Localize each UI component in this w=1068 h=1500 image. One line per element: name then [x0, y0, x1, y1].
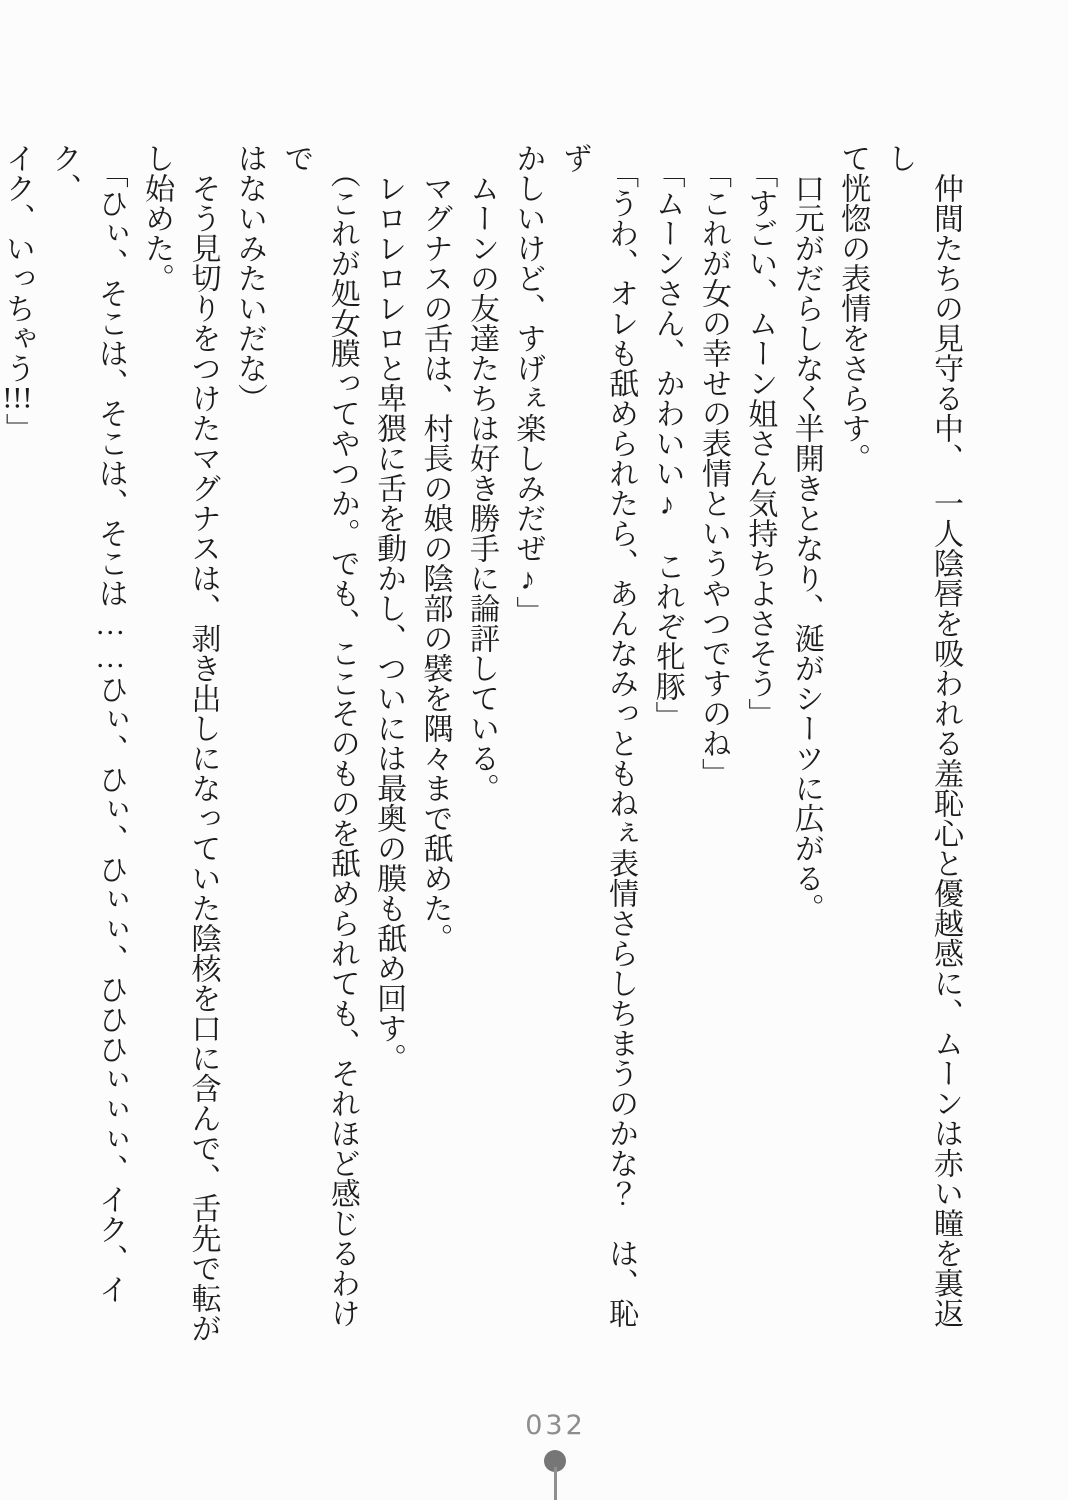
text-line: そう見切りをつけたマグナスは、剥き出しになっていた陰核を口に含んで、舌先で転が [186, 173, 220, 1343]
text-block [0, 143, 968, 1343]
text-line: 「ひぃ、そこは、そこは、そこは……ひぃ、ひぃ、ひぃぃ、ひひひぃぃぃ、イク、イク、 [47, 143, 127, 1304]
tatechuyoko-exclamations: !!! [2, 383, 33, 413]
pin-line [554, 1467, 557, 1500]
text-line: 「ムーンさん、かわいい♪ これぞ牝豚」 [650, 158, 684, 731]
text-line: 「これが女の幸せの表情というやつですのね」 [696, 158, 730, 788]
text-line: マグナスの舌は、村長の娘の陰部の襞を隅々まで舐めた。 [418, 173, 452, 953]
text-line: 口元がだらしなく半開きとなり、涎がシーツに広がる。 [789, 173, 823, 923]
text-line: 「すごい、ムーン姐さん気持ちよさそう」 [743, 158, 777, 728]
text-line: イク、いっちゃう!!!」 [0, 143, 34, 443]
text-line: 仲間たちの見守る中、 一人陰唇を吸われる羞恥心と優越感に、ムーンは赤い瞳を裏返し [882, 143, 962, 1328]
page-footer [516, 1412, 592, 1439]
text-line: 「うわ、オレも舐められたら、あんなみっともねぇ表情さらしちまうのかな？ は、恥ず [557, 143, 638, 1328]
text-line: （これが処女膜ってやつか。でも、ここそのものを舐められても、それほど感じるわけで [279, 143, 359, 1328]
text-line: て恍惚の表情をさらす。 [836, 143, 870, 473]
page-number: 032 [525, 1410, 586, 1441]
text-line: し始めた。 [140, 143, 174, 293]
text-line: はないみたいだな） [232, 143, 266, 413]
text-line: ムーンの友達たちは好き勝手に論評している。 [464, 173, 498, 803]
text-line: レロレロレロと卑猥に舌を動かし、ついには最奥の膜も舐め回す。 [372, 173, 406, 1073]
text-line: かしいけど、すげぇ楽しみだぜ♪」 [511, 143, 545, 626]
